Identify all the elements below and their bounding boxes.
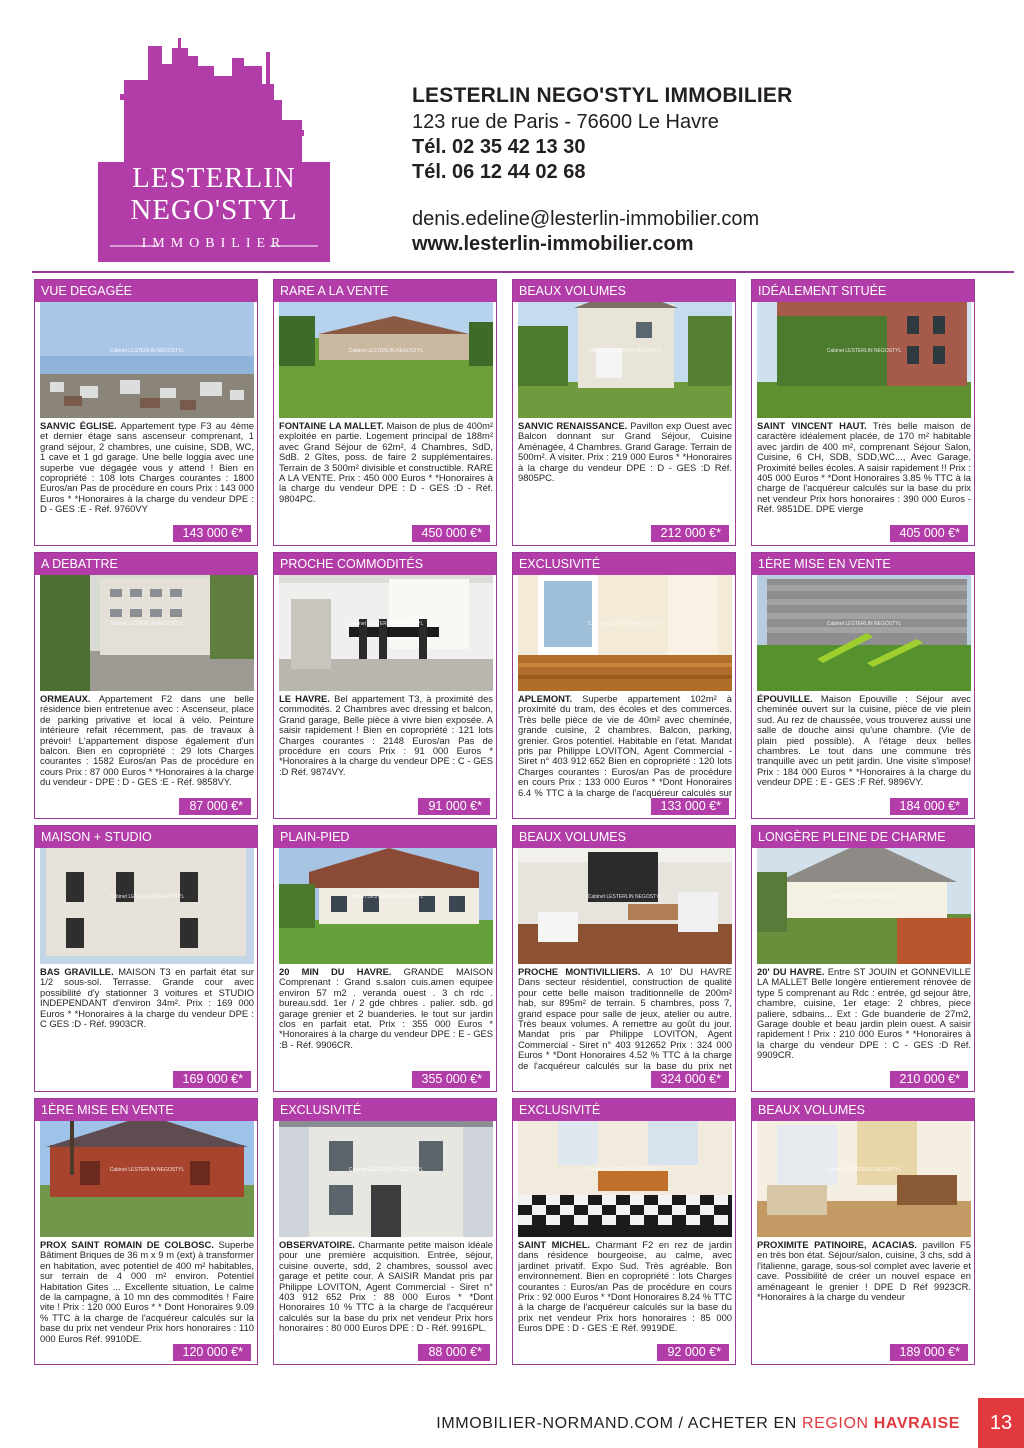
listing-photo[interactable] [279,286,493,418]
listing-card[interactable] [751,825,975,1092]
footer-havraise-label: HAVRAISE [873,1415,960,1432]
listing-description [279,421,493,525]
listing-tag: A DEBATTRE [35,553,257,575]
listing-price: 169 000 €* [173,1071,251,1088]
listing-description [518,694,732,798]
agency-logo [98,36,330,262]
listing-tag: 1ÈRE MISE EN VENTE [752,553,974,575]
listing-headline: 20 MIN DU HAVRE. [279,967,392,977]
photo-watermark: Cabinet LESTERLIN NEGOSTYL [109,621,185,627]
listing-card[interactable] [751,279,975,546]
listing-description [757,1240,971,1344]
listing-tag: 1ÈRE MISE EN VENTE [35,1099,257,1121]
listing-tag: BEAUX VOLUMES [513,826,735,848]
listing-text: Pavillon exp Ouest avec Balcon donnant sur Grand Séjour, Cuisine Aménagée, 4 Chambres. Grand Garage. Terrain de 500m². A visiter. Prix : 219 000 Euros * *Honoraires à la charge du vendeur DPE : D - GES :D Réf. 9805PC. [518,421,732,484]
listing-price: 450 000 €* [412,525,490,542]
listing-tag: BEAUX VOLUMES [513,280,735,302]
listing-description [40,1240,254,1344]
listing-tag: VUE DEGAGÉE [35,280,257,302]
listing-text: Appartement type F3 au 4ème et dernier étage sans ascenseur comprenant, 1 grand séjour, 2 chambres, une cuisine, SDB, WC, 1 cave et 1 gd garage. Une belle loggia avec une superbe vue dégagée vous y attend ! Bien en copropriété : 108 lots Charges courantes : 1800 Euros/an Pas de procédure en cours Prix : 143 000 Euros * *Honoraires à la charge du vendeur DPE : D - GES :E - Réf. 9760VY [40,421,254,515]
photo-watermark: Cabinet LESTERLIN NEGOSTYL [348,894,424,900]
agency-phone-2[interactable]: Tél. 06 12 44 02 68 [412,161,586,183]
listing-text: Très belle maison de caractère idéalement placée, de 170 m² habitable avec jardin de 400 m², comprenant Séjour Salon, Cuisine, 6 CH, SDB, SDD,WC..., Avec Garage. Proximité belles écoles. A saisir rapidement !! Prix : 405 000 Euros * *Dont Honoraires 3.85 % TTC à la charge de l'acquéreur calculés sur la base du prix net vendeur Prix hors honoraires : 390 000 Euros - Réf. 9851DE. DPE vierge [757,421,971,515]
listing-photo[interactable] [40,1105,254,1237]
listing-description [279,694,493,798]
listing-description [40,694,254,798]
photo-watermark: Cabinet LESTERLIN NEGOSTYL [587,894,663,900]
listing-price: 133 000 €* [651,798,729,815]
footer-buy-label: ACHETER EN [687,1415,802,1432]
listing-price: 212 000 €* [651,525,729,542]
agency-email-link[interactable]: denis.edeline@lesterlin-immobilier.com [412,208,760,230]
photo-watermark: Cabinet LESTERLIN NEGOSTYL [826,1167,902,1173]
listing-description [518,1240,732,1344]
listing-description [757,694,971,798]
listing-headline: PROX SAINT ROMAIN DE COLBOSC. [40,1240,214,1250]
listing-text: Superbe Bâtiment Briques de 36 m x 9 m (ext) à transformer en habitation, avec potentiel de 400 m² habitables, sur terrain de 4 000 m² environ. Potentiel Habitation Gites ... Excellente situation, Le calme de la campagne, à 10 mn des commodités ! Faire vite ! Prix : 120 000 Euros * * Dont Honoraires 9.09 % TTC à la charge de l'acquéreur calculés sur la base du prix net vendeur Prix hors honoraires : 110 000 Euros Réf. 9910DE. [40,1240,254,1344]
listing-price: 92 000 €* [657,1344,729,1361]
photo-watermark: Cabinet LESTERLIN NEGOSTYL [587,348,663,354]
listing-text: GRANDE MAISON Comprenant : Grand s.salon cuis.amen equipee environ 57 m2 . veranda ouest . 3 ch rdc . bureau.sdd. 1er / 2 gde chbres . palier. sdb. gd garage grenier et 2 buanderies. le tout sur jardin clos en parfait etat. Prix : 355 000 Euros * *Honoraires à la charge du vendeur DPE : E - GES :B - Réf. 9906CR. [279,967,493,1050]
listing-card[interactable] [34,279,258,546]
listing-card[interactable] [34,825,258,1092]
listing-headline: PROXIMITE PATINOIRE, ACACIAS. [757,1240,918,1250]
listing-text: Appartement F2 dans une belle résidence bien entretenue avec : Ascenseur, place de parking privative et local à vélo. Peinture intérieure refait récemment, pas de travaux à prévoir! L'appartement dispose également d'un balcon. Bien en copropriété : 29 lots Charges courantes : 1582 Euros/an Pas de procédure en cours Prix : 87 000 Euros * *Honoraires à la charge du vendeur - DPE : D - GES :E - Réf. 9858VY. [40,694,254,788]
listing-price: 88 000 €* [418,1344,490,1361]
footer-region-label: REGION [801,1415,869,1432]
listing-photo[interactable] [518,559,732,691]
listing-description [40,421,254,525]
agency-address: 123 rue de Paris - 76600 Le Havre [412,111,719,133]
listing-tag: PLAIN-PIED [274,826,496,848]
listing-text: Maison de plus de 400m² exploitée en partie. Logement principal de 188m² avec Grand Séjour de 62m², 4 Chambres, SdD, SdB. 2 Gîtes, poss. de faire 2 supplémentaires. Terrain de 3 500m² divisible et constructible. RARE A LA VENTE. Prix : 450 000 Euros * *Honoraires à la charge du vendeur DPE : D - GES :D - Réf. 9804PC. [279,421,493,504]
listing-description [40,967,254,1071]
listing-card[interactable] [273,825,497,1092]
listing-card[interactable] [273,279,497,546]
listing-card[interactable] [273,552,497,819]
listing-photo[interactable] [518,832,732,964]
photo-watermark: Cabinet LESTERLIN NEGOSTYL [109,348,185,354]
listing-photo[interactable] [279,1105,493,1237]
listing-photo[interactable] [279,559,493,691]
listing-tag: EXCLUSIVITÉ [274,1099,496,1121]
listing-text: Maison Epouville : Séjour avec cheminée ouvert sur la cuisine, pièce de vie plein sud. Au rez de chaussée, vous trouverez aussi une salle de douche ainsi qu'une chambre. (Vie de plain pied possible). A l'étage deux belles chambres. Le tout dans une commune très tranquille avec un petit jardin. Une visite s'impose! Prix : 184 000 Euros * *Honoraires à la charge du vendeur DPE : E - GES :F Réf. 9896VY. [757,694,971,788]
listing-headline: ORMEAUX. [40,694,91,704]
listing-photo[interactable] [757,832,971,964]
listing-text: Bel appartement T3, à proximité des commodités. 2 Chambres avec dressing et balcon, Grand garage, Belle pièce à vivre bien exposée. A saisir rapidement ! Bien en copropriété : 121 lots Charges courantes : 2148 Euros/an Pas de procédure en cours Prix : 91 000 Euros * *Honoraires à la charge du vendeur DPE : C - GES :D Réf. 9874VY. [279,694,493,777]
listing-price: 143 000 €* [173,525,251,542]
listing-tag: RARE A LA VENTE [274,280,496,302]
listing-card[interactable] [512,279,736,546]
listing-text: Charmant F2 en rez de jardin dans résidence bourgeoise, au calme, avec jardinet privatif. Expo Sud. Très agréable. Bon environnement. Bien en copropriété : lots Charges courantes : Euros/an Pas de procédure en cours Prix : 92 000 Euros * *Dont Honoraires 8.24 % TTC à la charge de l'acquéreur calculés sur la base du prix net vendeur Prix hors honoraires : 85 000 Euros DPE : D - GES :E Réf. 9919DE. [518,1240,732,1334]
listing-tag: MAISON + STUDIO [35,826,257,848]
listing-card[interactable] [34,552,258,819]
footer-separator: / [673,1415,688,1432]
listing-photo[interactable] [518,286,732,418]
listing-description [279,967,493,1071]
listing-photo[interactable] [40,832,254,964]
listing-card[interactable] [751,552,975,819]
page-footer [0,1415,960,1433]
listing-price: 184 000 €* [890,798,968,815]
listing-price: 355 000 €* [412,1071,490,1088]
listing-description [279,1240,493,1344]
photo-watermark: Cabinet LESTERLIN NEGOSTYL [826,348,902,354]
agency-website-link[interactable]: www.lesterlin-immobilier.com [412,233,694,255]
listing-tag: BEAUX VOLUMES [752,1099,974,1121]
listing-price: 210 000 €* [890,1071,968,1088]
listing-card[interactable] [273,1098,497,1365]
listing-headline: LE HAVRE. [279,694,330,704]
listing-card[interactable] [512,825,736,1092]
photo-watermark: Cabinet LESTERLIN NEGOSTYL [826,894,902,900]
listing-photo[interactable] [757,559,971,691]
listing-text: Charmante petite maison idéale pour une première acquisition. Entrée, séjour, cuisine ouverte, sdd, 2 chambres, soussol avec garage et petite cour. A SAISIR Mandat pris par Philippe LOVITON, Agent Commercial - Siret n° 403 912 652 Prix : 88 000 Euros * *Dont Honoraires 10 % TTC à la charge de l'acquéreur calculés sur la base du prix net vendeur Prix hors honoraires : 80 000 Euros DPE : D - Réf. 9916PL. [279,1240,493,1334]
page-number: 13 [978,1398,1024,1448]
photo-watermark: Cabinet LESTERLIN NEGOSTYL [587,1167,663,1173]
listing-description [757,967,971,1071]
listing-tag: EXCLUSIVITÉ [513,1099,735,1121]
listing-headline: BAS GRAVILLE. [40,967,114,977]
photo-watermark: Cabinet LESTERLIN NEGOSTYL [587,621,663,627]
listing-headline: SANVIC RENAISSANCE. [518,421,628,431]
photo-watermark: Cabinet LESTERLIN NEGOSTYL [109,1167,185,1173]
listings-grid [34,279,976,1392]
listing-photo[interactable] [40,286,254,418]
listing-price: 120 000 €* [173,1344,251,1361]
listing-photo[interactable] [757,286,971,418]
logo-line-1: LESTERLIN [132,162,296,194]
photo-watermark: Cabinet LESTERLIN NEGOSTYL [348,621,424,627]
listing-tag: EXCLUSIVITÉ [513,553,735,575]
listing-text: Entre ST JOUIN et GONNEVILLE LA MALLET Belle longère entierement rénovée de type 5 comprenant au Rdc : entrée, gd sejour âtre, chambre, cuisine, 1er etage: 2 chbres, piece paliere, sdbains... Ext : Gde buanderie de 27m2, Garage double et beau jardin plein ouest. A saisir rapidement ! Prix : 210 000 Euros * *Honoraires à la charge du vendeur DPE : C - GES :D Réf. 9909CR. [757,967,971,1061]
listing-card[interactable] [34,1098,258,1365]
listing-text: MAISON T3 en parfait état sur 1/2 sous-sol. Terrasse. Grande cour avec possibilité d'y stationner 3 voitures et STUDIO INDEPENDANT d'environ 34m². Prix : 169 000 Euros * *Honoraires à la charge du vendeur DPE : C GES :D - Réf. 9903CR. [40,967,254,1030]
listing-text: pavillon F5 en très bon état. Séjour/salon, cuisine, 3 chs, sdd à l'italienne, garage, sous-sol complet avec laverie et cave. Possibilité de créer un nouvel espace en aménageant le grenier ! DPE D Réf 9923CR. *Honoraires à la charge du vendeur [757,1240,971,1303]
footer-site-link[interactable]: IMMOBILIER-NORMAND.COM [436,1415,674,1432]
agency-phone-1[interactable]: Tél. 02 35 42 13 30 [412,136,586,158]
listing-photo[interactable] [40,559,254,691]
agency-contact [412,84,1012,256]
listing-price: 405 000 €* [890,525,968,542]
listing-headline: PROCHE MONTIVILLIERS. [518,967,641,977]
photo-watermark: Cabinet LESTERLIN NEGOSTYL [348,1167,424,1173]
listing-tag: IDÉALEMENT SITUÉE [752,280,974,302]
listing-text: Superbe appartement 102m² à proximité du tram, des écoles et des commerces. Très belle pièce de vie de 40m² avec cheminée, grande cuisine, 2 chambres. Balcon, parking, grenier. Gros potentiel. Habitable en l'état. Mandat pris par Philippe LOVITON, Agent Commercial - Siret n° 403 912 652 Bien en copropriété : 120 lots Charges courantes : Euros/an Pas de procédure en cours Prix : 133 000 Euros * *Dont Honoraires 6.4 % TTC à la charge de l'acquéreur calculés sur [518,694,732,798]
agency-name: LESTERLIN NEGO'STYL IMMOBILIER [412,84,793,107]
header-divider [32,271,1014,273]
listing-price: 324 000 €* [651,1071,729,1088]
listing-headline: ÉPOUVILLE. [757,694,813,704]
listing-headline: OBSERVATOIRE. [279,1240,355,1250]
logo-line-2: NEGO'STYL [130,194,298,226]
photo-watermark: Cabinet LESTERLIN NEGOSTYL [826,621,902,627]
listing-headline: SAINT MICHEL. [518,1240,591,1250]
photo-watermark: Cabinet LESTERLIN NEGOSTYL [348,348,424,354]
listing-price: 189 000 €* [890,1344,968,1361]
listing-photo[interactable] [518,1105,732,1237]
listing-description [757,421,971,525]
listing-card[interactable] [751,1098,975,1365]
listing-headline: SANVIC ÉGLISE. [40,421,117,431]
listing-headline: FONTAINE LA MALLET. [279,421,384,431]
listing-card[interactable] [512,552,736,819]
listing-headline: 20' DU HAVRE. [757,967,825,977]
listing-description [518,967,732,1071]
listing-price: 87 000 €* [179,798,251,815]
listing-headline: SAINT VINCENT HAUT. [757,421,867,431]
listing-price: 91 000 €* [418,798,490,815]
listing-tag: LONGÈRE PLEINE DE CHARME [752,826,974,848]
listing-headline: APLEMONT. [518,694,573,704]
listing-tag: PROCHE COMMODITÉS [274,553,496,575]
photo-watermark: Cabinet LESTERLIN NEGOSTYL [109,894,185,900]
listing-text: A 10' DU HAVRE Dans secteur résidentiel, construction de qualité pour cette belle maison traditionnelle de 200m² hab, sur 895m² de terrain. 5 chambres, poss 7, grand espace pour salle de jeux, atelier ou autre. Très beaux volumes. A remettre au goût du jour. Mandat pris par Philippe LOVITON, Agent Commercial - Siret n° 403 912652 Prix : 324 000 Euros * *Dont Honoraires 4.52 % TTC à la charge de l'acquéreur calculés sur la base du prix net [518,967,732,1071]
listing-photo[interactable] [279,832,493,964]
listing-description [518,421,732,525]
logo-line-3: IMMOBILIER [141,236,287,251]
listing-photo[interactable] [757,1105,971,1237]
listing-card[interactable] [512,1098,736,1365]
